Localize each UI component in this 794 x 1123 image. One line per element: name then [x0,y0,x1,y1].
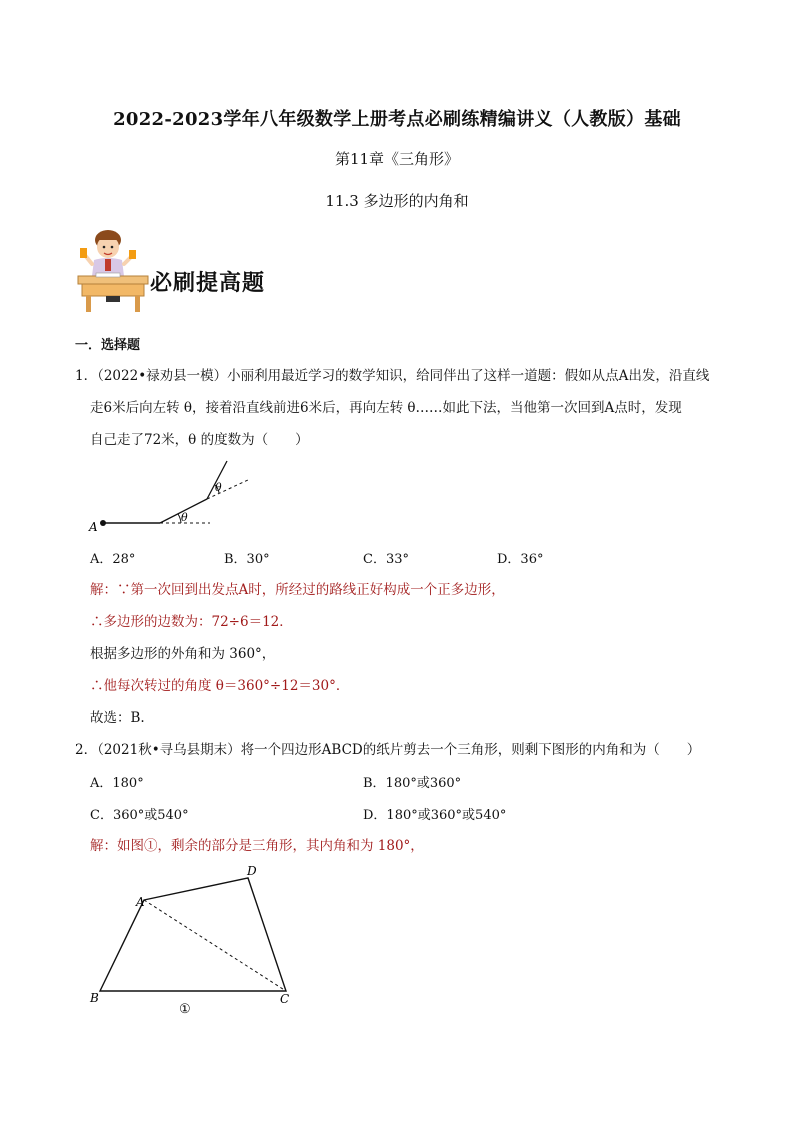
q1-option-a: A．28° [90,552,136,567]
q1-option-d: D．36° [497,552,544,567]
q2-solution-line-1: 解：如图①，剩余的部分是三角形，其内角和为 180°， [90,838,424,854]
q1-option-c: C．33° [363,552,409,567]
q2-option-d: D．180°或360°或540° [363,808,507,823]
q2-figure-caption: ① [179,1002,191,1017]
q2-label-d: D [247,864,257,878]
document-title: 2022-2023学年八年级数学上册考点必刷练精编讲义（人教版）基础 [113,109,681,130]
q2-quadrilateral-figure [80,858,310,1028]
q2-quadrilateral [100,878,286,991]
q1-stem-line-1: 1．（2022•禄劝县一模）小丽利用最近学习的数学知识，给同伴出了这样一道题：假如从点A出发，沿直线 [75,368,710,384]
student-desk-illustration [76,226,150,316]
chapter-title: 第11章《三角形》 [334,150,460,168]
q2-option-a: A．180° [90,776,144,791]
q1-solution-line-2: ∴多边形的边数为：72÷6＝12． [90,614,293,630]
q1-solution-line-3: 根据多边形的外角和为 360°， [90,646,276,662]
part-heading: 一．选择题 [75,338,141,353]
q2-option-b: B．180°或360° [363,776,462,791]
q2-label-c: C [280,992,290,1006]
q2-label-b: B [90,991,99,1005]
q1-solution-line-4: ∴他每次转过的角度 θ＝360°÷12＝30°． [90,678,350,694]
q2-stem: 2．（2021秋•寻乌县期末）将一个四边形ABCD的纸片剪去一个三角形，则剩下图形的内角和为（ ） [75,742,701,758]
q1-point-a [100,520,106,526]
q1-solution-line-1: 解：∵第一次回到出发点A时，所经过的路线正好构成一个正多边形， [90,582,505,598]
section-title: 11.3 多边形的内角和 [325,192,469,210]
q1-label-theta-1: θ [181,511,188,524]
q2-label-a: A [136,895,145,909]
q1-stem-line-3: 自己走了72米，θ 的度数为（ ） [90,432,309,448]
q1-path-figure [85,455,265,535]
q1-label-theta-2: θ [215,481,222,494]
badge-title: 必刷提高题 [150,270,266,296]
q1-option-b: B．30° [224,552,270,567]
q1-stem-line-2: 走6米后向左转 θ，接着沿直线前进6米后，再向左转 θ……如此下法，当他第一次回到A点时，发现 [90,400,682,416]
q1-label-a: A [89,520,98,534]
q2-option-c: C．360°或540° [90,808,189,823]
q2-cut-line [144,900,286,991]
q1-solution-line-5: 故选：B. [90,710,145,726]
